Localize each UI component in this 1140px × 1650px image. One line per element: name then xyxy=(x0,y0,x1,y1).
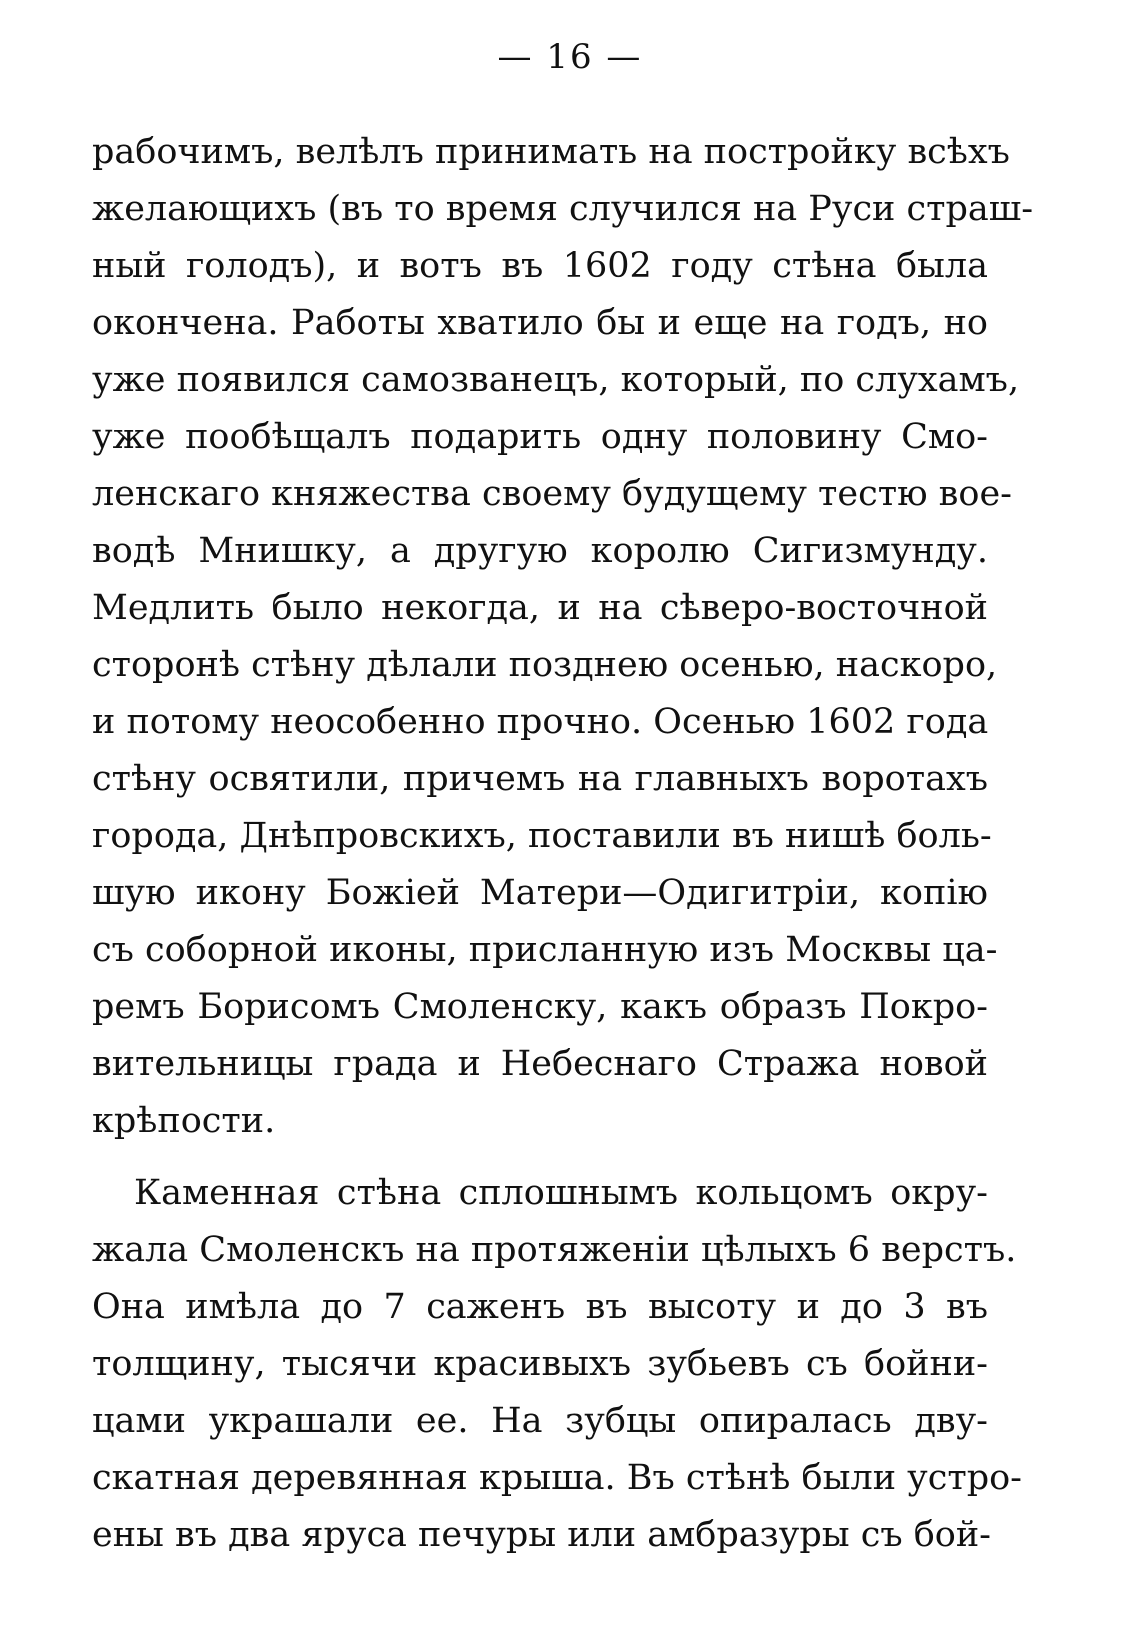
text-line: ены въ два яруса печуры или амбразуры съ бой- xyxy=(92,1515,992,1555)
text-line: ный голодъ), и вотъ въ 1602 году стѣна была xyxy=(92,246,988,286)
text-line: сторонѣ стѣну дѣлали позднею осенью, наскоро, xyxy=(92,645,998,685)
text-line: уже появился самозванецъ, который, по слухамъ, xyxy=(92,360,1020,400)
text-line: съ соборной иконы, присланную изъ Москвы ца- xyxy=(92,930,998,970)
text-line: вительницы града и Небеснаго Стража новой xyxy=(92,1044,988,1084)
text-line: Медлить было некогда, и на сѣверо-восточной xyxy=(92,588,988,628)
text-line: скатная деревянная крыша. Въ стѣнѣ были устро- xyxy=(92,1458,1023,1498)
text-line: Каменная стѣна сплошнымъ кольцомъ окру- xyxy=(134,1173,988,1213)
text-line: города, Днѣпровскихъ, поставили въ нишѣ боль- xyxy=(92,816,992,856)
text-line: жала Смоленскъ на протяженіи цѣлыхъ 6 верстъ. xyxy=(92,1230,1017,1270)
paragraph-gap xyxy=(92,1150,988,1165)
page-number: — 16 — xyxy=(497,37,643,77)
text-line: уже пообѣщалъ подарить одну половину Смо- xyxy=(92,417,988,457)
text-line: водѣ Мнишку, а другую королю Сигизмунду. xyxy=(92,531,988,571)
text-line: Она имѣла до 7 саженъ въ высоту и до 3 въ xyxy=(92,1287,988,1327)
text-line: стѣну освятили, причемъ на главныхъ воротахъ xyxy=(92,759,988,799)
text-line: окончена. Работы хватило бы и еще на годъ, но xyxy=(92,303,988,343)
text-line: цами украшали ее. На зубцы опиралась дву- xyxy=(92,1401,988,1441)
text-line: рабочимъ, велѣлъ принимать на постройку всѣхъ xyxy=(92,132,1010,172)
text-line: и потому неособенно прочно. Осенью 1602 года xyxy=(92,702,989,742)
text-line: ремъ Борисомъ Смоленску, какъ образъ Покро- xyxy=(92,987,988,1027)
text-line: толщину, тысячи красивыхъ зубьевъ съ бойни- xyxy=(92,1344,988,1384)
paragraph xyxy=(92,124,1034,1150)
paragraph xyxy=(92,1165,1023,1564)
body-text xyxy=(92,124,1034,1564)
text-line: крѣпости. xyxy=(92,1101,276,1141)
text-line: ленскаго княжества своему будущему тестю вое- xyxy=(92,474,1012,514)
text-line: шую икону Божіей Матери—Одигитріи, копію xyxy=(92,873,988,913)
text-line: желающихъ (въ то время случился на Руси страш- xyxy=(92,189,1034,229)
